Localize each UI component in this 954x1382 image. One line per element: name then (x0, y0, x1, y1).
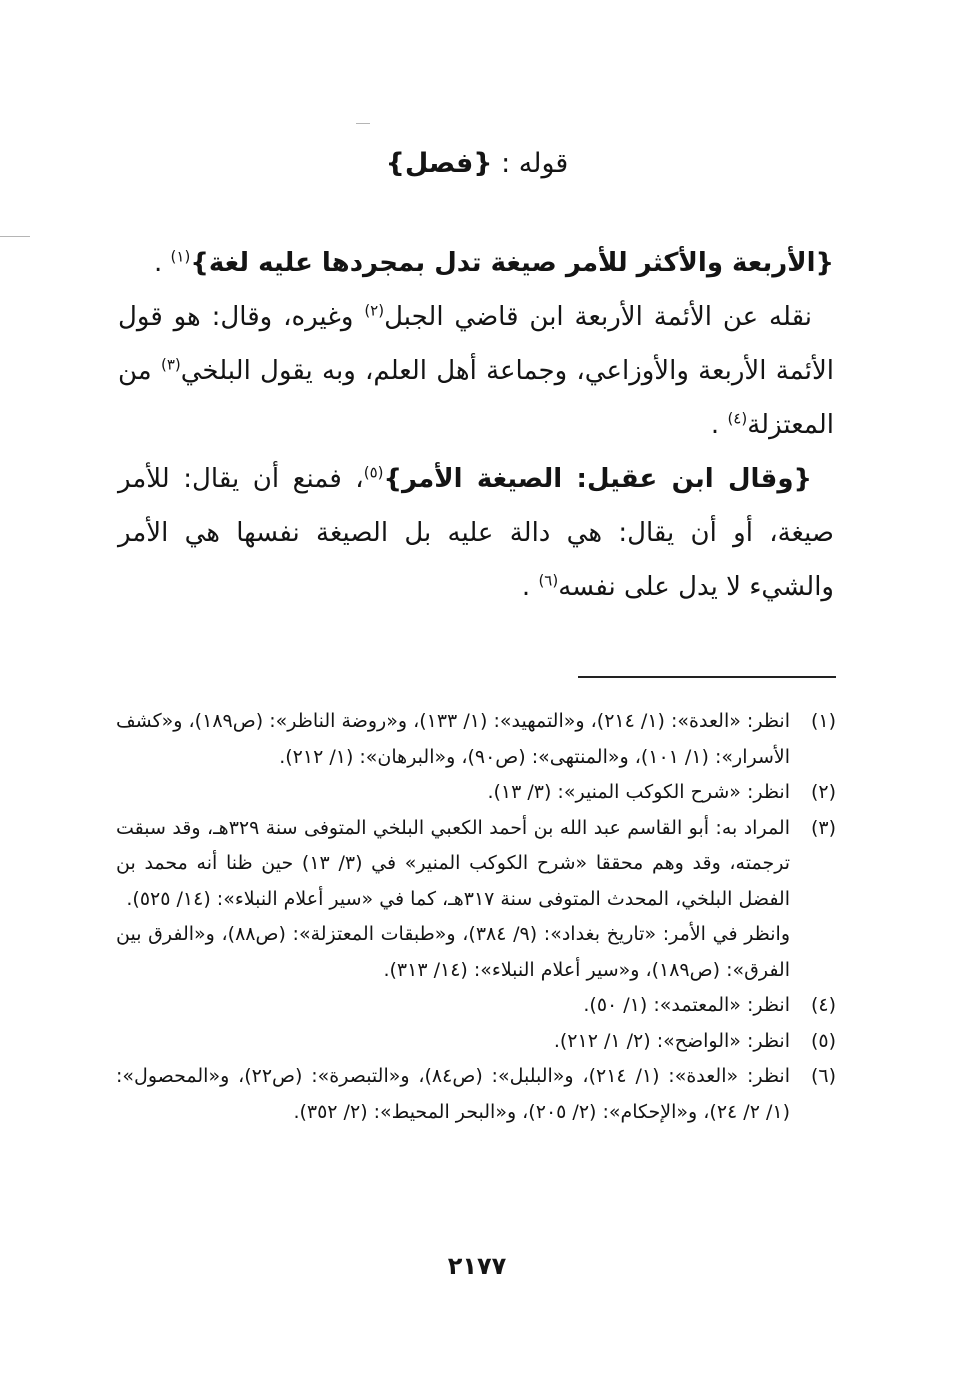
footnote (116, 775, 836, 811)
footnote-text: انظر: «العدة»: (١/ ٢١٤)، و«التمهيد»: (١/ ١٣٣)، و«روضة الناظر»: (ص١٨٩)، و«كشف الأسرار»: (١/ ١٠١)، و«المنتهى»: (ص٩٠)، و«البرهان»: (١/ ٢١٢). (116, 710, 790, 768)
heading-prefix: قوله : (492, 148, 569, 179)
footnote (116, 1024, 836, 1060)
matn-quote: {الأربعة والأكثر للأمر صيغة تدل بمجردها عليه لغة} (190, 248, 834, 278)
footnote-separator (578, 676, 836, 678)
heading-title: {فصل} (385, 148, 493, 179)
page-number: ٢١٧٧ (447, 1252, 507, 1280)
sentence-end: . (710, 410, 728, 440)
sentence-end: . (154, 248, 171, 278)
paragraph-2-part-b: وغيره، وقال: هو قول الأئمة الأربعة والأوزاعي، وجماعة أهل العلم، وبه يقول البلخي (118, 302, 834, 386)
footnote-text: وانظر في الأمر: «تاريخ بغداد»: (٩/ ٣٨٤)، و«طبقات المعتزلة»: (ص٨٨)، و«الفرق بين الفرق»: (ص١٨٩)، و«سير أعلام النبلاء»: (١٤/ ٣١٣). (116, 923, 790, 981)
footnote-number: (٦) (810, 1065, 836, 1087)
footnote-ref-5: (٥) (363, 463, 384, 482)
footnote (116, 988, 836, 1024)
section-heading (0, 148, 954, 179)
footnote-ref-1: (١) (170, 247, 191, 266)
footnote-number: (٤) (810, 994, 836, 1016)
paragraph-2-part-a: نقله عن الأئمة الأربعة ابن قاضي الجبل (384, 302, 812, 332)
footnote-ref-6: (٦) (538, 571, 559, 590)
main-text (118, 236, 834, 614)
footnote-continuation (116, 917, 836, 988)
paragraph-1 (118, 236, 834, 290)
matn-quote: {وقال ابن عقيل: الصيغة الأمر} (383, 464, 812, 494)
footnote-text: انظر: «الواضح»: (٢/ ١/ ٢١٢). (553, 1029, 790, 1052)
footnote-number: (٥) (810, 1029, 836, 1052)
footnote-number (790, 917, 836, 988)
paragraph-3-rest: ، فمنع أن يقال: للأمر صيغة، أو أن يقال: هي دالة عليه بل الصيغة نفسها هي الأمر والشيء لا يدل على نفسه (118, 464, 834, 602)
footnote-text: انظر: «شرح الكوكب المنير»: (٣/ ١٣). (487, 781, 790, 803)
footnote-text: المراد به: أبو القاسم عبد الله بن أحمد الكعبي البلخي المتوفى سنة ٣٢٩هـ، وقد سبقت ترجمته، وقد وهم محققا «شرح الكوكب المنير» في (٣/ ١٣) حين ظنا أنه محمد بن الفضل البلخي، المحدث المتوفى سنة ٣١٧هـ، كما في «سير أعلام النبلاء»: (١٤/ ٥٢٥). (116, 816, 790, 910)
scan-speck (0, 236, 30, 237)
paragraph-2-part-c: من المعتزلة (118, 356, 834, 440)
footnote-ref-3: (٣) (160, 355, 181, 374)
footnote-number: (١) (810, 710, 836, 732)
footnote-number: (٢) (810, 781, 836, 803)
footnote-ref-4: (٤) (727, 409, 748, 428)
footnote-text: انظر: «العدة»: (١/ ٢١٤)، و«البلبل»: (ص٨٤)، و«التبصرة»: (ص٢٢)، و«المحصول»: (١/ ٢/ ٢٤)، و«الإحكام»: (٢/ ٢٠٥)، و«البحر المحيط»: (٢/ ٣٥٢). (116, 1065, 790, 1123)
sentence-end: . (521, 572, 539, 602)
footnote (116, 704, 836, 775)
paragraph-2 (118, 290, 834, 452)
footnotes (116, 704, 836, 1130)
footnote (116, 1059, 836, 1130)
paragraph-3 (118, 452, 834, 614)
footnote-text: انظر: «المعتمد»: (١/ ٥٠). (583, 994, 790, 1016)
footnote-number: (٣) (810, 816, 836, 839)
scan-speck (356, 123, 370, 124)
footnote-ref-2: (٢) (364, 301, 385, 320)
footnote (116, 811, 836, 918)
